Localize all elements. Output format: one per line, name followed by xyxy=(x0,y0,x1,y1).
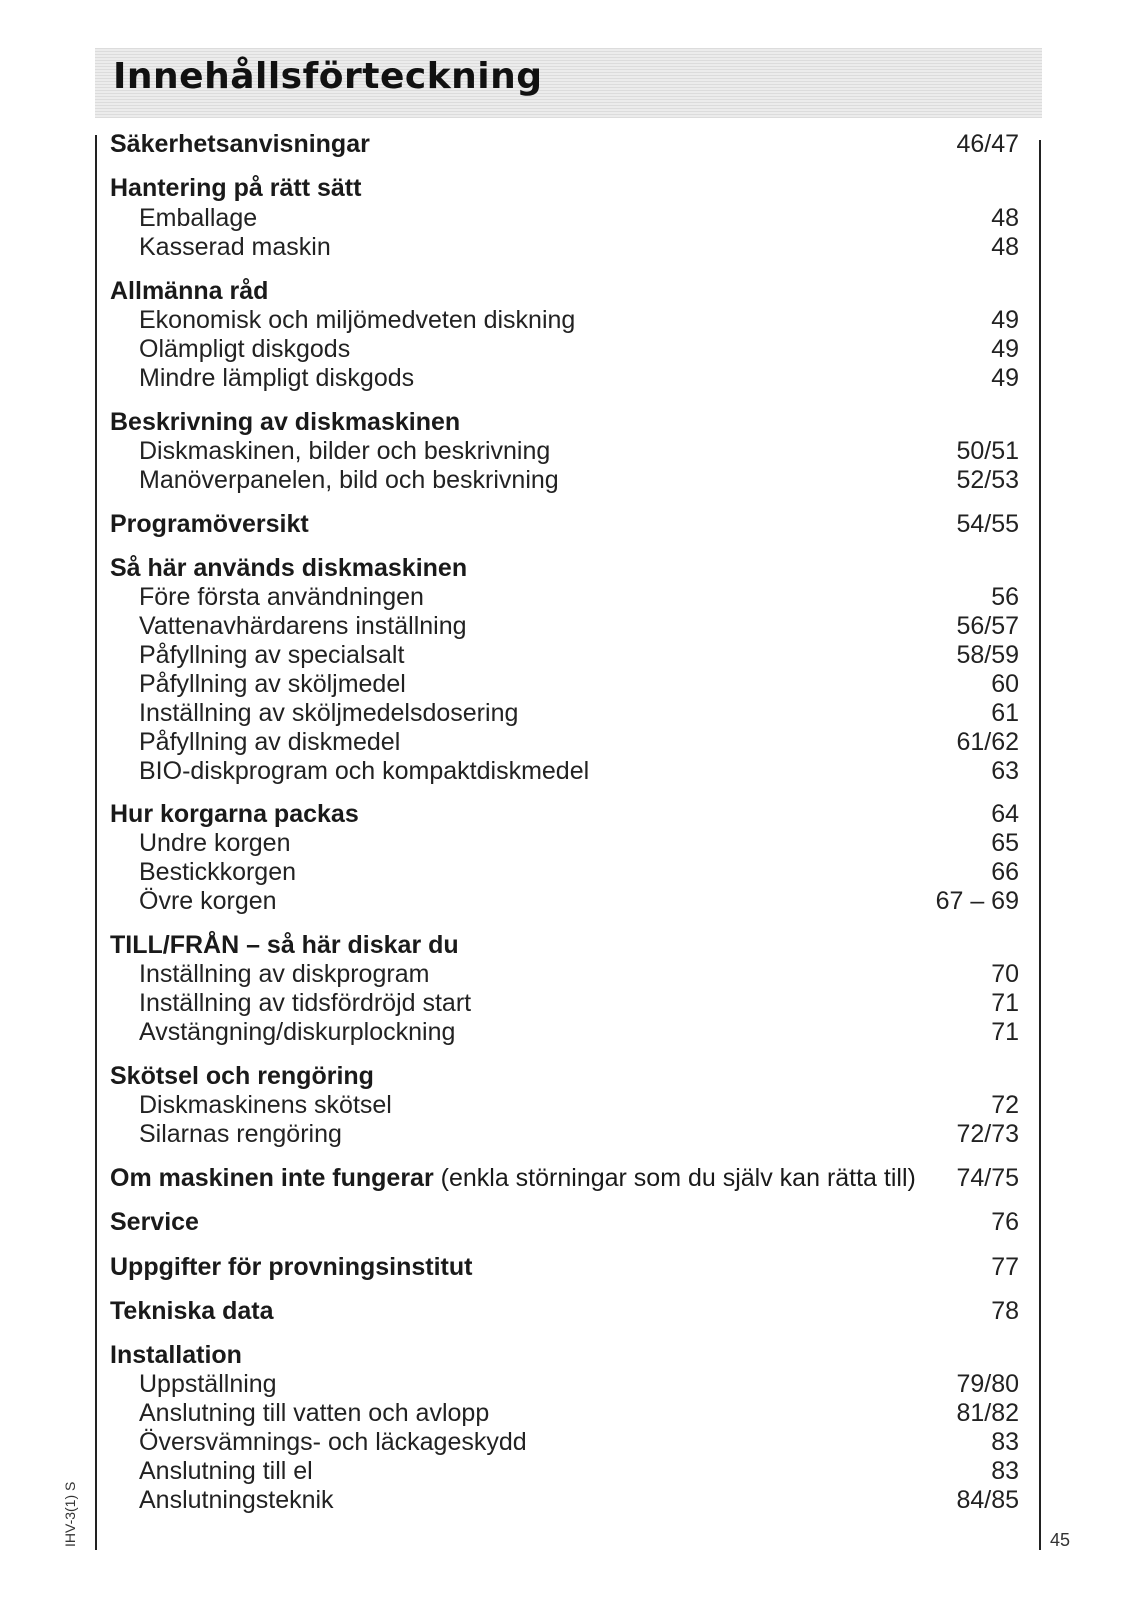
page-title: Innehållsförteckning xyxy=(113,56,543,97)
toc-label xyxy=(139,1455,313,1487)
toc-heading xyxy=(0,275,1133,307)
toc-entry xyxy=(0,304,1133,336)
toc-label xyxy=(139,1118,342,1150)
toc-page-ref: 83 xyxy=(991,1457,1019,1485)
toc-page-ref: 71 xyxy=(991,989,1019,1017)
toc-label xyxy=(139,1397,489,1429)
toc-label-text: Anslutning till el xyxy=(139,1457,313,1485)
toc-label-text: Undre korgen xyxy=(139,829,291,857)
toc-label xyxy=(139,827,290,859)
toc-label xyxy=(139,231,331,263)
toc-heading xyxy=(0,798,1133,830)
toc-entry xyxy=(0,1368,1133,1400)
toc-label xyxy=(139,987,471,1019)
toc-label-text: Installation xyxy=(110,1341,242,1369)
toc-label-text: Anslutningsteknik xyxy=(139,1486,334,1514)
toc-entry xyxy=(0,1089,1133,1121)
toc-label xyxy=(110,552,467,584)
toc-heading xyxy=(0,1060,1133,1092)
toc-label xyxy=(139,202,257,234)
toc-label xyxy=(139,1016,455,1048)
toc-label xyxy=(110,1162,916,1194)
toc-page-ref: 64 xyxy=(991,800,1019,828)
toc-heading xyxy=(0,1339,1133,1371)
page-number: 45 xyxy=(1050,1530,1071,1550)
toc-page-ref: 46/47 xyxy=(956,130,1019,158)
toc-page-ref: 49 xyxy=(991,364,1019,392)
toc-label-text: Anslutning till vatten och avlopp xyxy=(139,1399,490,1427)
toc-entry xyxy=(0,639,1133,671)
toc-heading xyxy=(0,929,1133,961)
toc-entry xyxy=(0,697,1133,729)
toc-label-text: Skötsel och rengöring xyxy=(110,1062,374,1090)
toc-label-text: Olämpligt diskgods xyxy=(139,335,351,363)
toc-label xyxy=(139,464,559,496)
toc-label xyxy=(110,1251,472,1283)
toc-page-ref: 72 xyxy=(991,1091,1019,1119)
toc-label-text: Bestickkorgen xyxy=(139,858,297,886)
toc-label xyxy=(110,275,268,307)
toc-heading xyxy=(0,1295,1133,1327)
toc-page-ref: 50/51 xyxy=(956,437,1019,465)
toc-entry xyxy=(0,1484,1133,1516)
toc-label xyxy=(110,172,361,204)
toc-page-ref: 56 xyxy=(991,583,1019,611)
toc-entry xyxy=(0,827,1133,859)
toc-page-ref: 61/62 xyxy=(956,728,1019,756)
toc-label xyxy=(110,798,359,830)
toc-page-ref: 48 xyxy=(991,233,1019,261)
toc-page-ref: 66 xyxy=(991,858,1019,886)
toc-label-text: Påfyllning av sköljmedel xyxy=(139,670,406,698)
toc-label xyxy=(139,1089,392,1121)
toc-label xyxy=(139,885,277,917)
toc-entry xyxy=(0,1118,1133,1150)
toc-page-ref: 63 xyxy=(991,757,1019,785)
toc-label-text: Avstängning/diskurplockning xyxy=(139,1018,456,1046)
toc-label xyxy=(139,668,406,700)
toc-label-text: Säkerhetsanvisningar xyxy=(110,130,370,158)
toc-label-note: (enkla störningar som du själv kan rätta till) xyxy=(433,1164,916,1192)
toc-label-text: Före första användningen xyxy=(139,583,424,611)
toc-label xyxy=(139,610,467,642)
toc-label-text: Diskmaskinen, bilder och beskrivning xyxy=(139,437,551,465)
toc-entry xyxy=(0,1397,1133,1429)
toc-label xyxy=(139,958,429,990)
toc-label-text: Emballage xyxy=(139,204,258,232)
toc-page-ref: 79/80 xyxy=(956,1370,1019,1398)
toc-label-text: Programöversikt xyxy=(110,510,309,538)
toc-page-ref: 56/57 xyxy=(956,612,1019,640)
toc-label-text: Vattenavhärdarens inställning xyxy=(139,612,467,640)
toc-label-text: Ekonomisk och miljömedveten diskning xyxy=(139,306,576,334)
toc-label xyxy=(110,1339,242,1371)
toc-label-text: Översvämnings- och läckageskydd xyxy=(139,1428,527,1456)
toc-page-ref: 54/55 xyxy=(956,510,1019,538)
toc-label xyxy=(110,929,459,961)
toc-label-text: Mindre lämpligt diskgods xyxy=(139,364,415,392)
toc-page-ref: 61 xyxy=(991,699,1019,727)
toc-label-text: Kasserad maskin xyxy=(139,233,331,261)
toc-page-ref: 77 xyxy=(991,1253,1019,1281)
toc-entry xyxy=(0,333,1133,365)
toc-entry xyxy=(0,668,1133,700)
toc-label-text: Inställning av diskprogram xyxy=(139,960,430,988)
toc-entry xyxy=(0,856,1133,888)
toc-entry xyxy=(0,987,1133,1019)
toc-label-text: Manöverpanelen, bild och beskrivning xyxy=(139,466,559,494)
toc-entry xyxy=(0,885,1133,917)
toc-page-ref: 52/53 xyxy=(956,466,1019,494)
toc-page-ref: 78 xyxy=(991,1297,1019,1325)
toc-page-ref: 74/75 xyxy=(956,1164,1019,1192)
toc-label xyxy=(139,362,414,394)
toc-label-text: Påfyllning av specialsalt xyxy=(139,641,405,669)
toc-label-text: Diskmaskinens skötsel xyxy=(139,1091,392,1119)
toc-page-ref: 48 xyxy=(991,204,1019,232)
toc-label-text: Beskrivning av diskmaskinen xyxy=(110,408,461,436)
toc-entry xyxy=(0,1455,1133,1487)
toc-page-ref: 60 xyxy=(991,670,1019,698)
toc-label-text: Service xyxy=(110,1208,199,1236)
toc-page-ref: 76 xyxy=(991,1208,1019,1236)
toc-heading xyxy=(0,508,1133,540)
toc-label-text: Påfyllning av diskmedel xyxy=(139,728,401,756)
toc-label-text: Uppställning xyxy=(139,1370,277,1398)
toc-heading xyxy=(0,128,1133,160)
toc-page-ref: 72/73 xyxy=(956,1120,1019,1148)
toc-label xyxy=(139,333,350,365)
toc-heading xyxy=(0,552,1133,584)
toc-page-ref: 84/85 xyxy=(956,1486,1019,1514)
toc-heading xyxy=(0,1162,1133,1194)
toc-label xyxy=(139,755,589,787)
toc-label xyxy=(139,697,518,729)
toc-heading xyxy=(0,172,1133,204)
toc-entry xyxy=(0,202,1133,234)
toc-label-text: Hantering på rätt sätt xyxy=(110,174,362,202)
toc-label xyxy=(139,1484,334,1516)
toc-label-text: Tekniska data xyxy=(110,1297,274,1325)
toc-page-ref: 81/82 xyxy=(956,1399,1019,1427)
toc-entry xyxy=(0,958,1133,990)
toc-page-ref: 71 xyxy=(991,1018,1019,1046)
toc-label xyxy=(139,639,404,671)
toc-label xyxy=(139,581,424,613)
toc-label-text: Om maskinen inte fungerar xyxy=(110,1164,434,1192)
toc-label xyxy=(110,1295,274,1327)
toc-heading xyxy=(0,406,1133,438)
toc-label xyxy=(139,856,296,888)
toc-page-ref: 58/59 xyxy=(956,641,1019,669)
toc-label-text: BIO-diskprogram och kompaktdiskmedel xyxy=(139,757,590,785)
toc-entry xyxy=(0,581,1133,613)
toc-label-text: Övre korgen xyxy=(139,887,277,915)
toc-label-text: TILL/FRÅN – så här diskar du xyxy=(110,931,459,959)
toc-label-text: Inställning av tidsfördröjd start xyxy=(139,989,472,1017)
toc-label xyxy=(110,1060,374,1092)
toc-page-ref: 83 xyxy=(991,1428,1019,1456)
toc-entry xyxy=(0,231,1133,263)
toc-entry xyxy=(0,726,1133,758)
toc-label-text: Inställning av sköljmedelsdosering xyxy=(139,699,519,727)
toc-entry xyxy=(0,610,1133,642)
toc-page-ref: 49 xyxy=(991,306,1019,334)
toc-entry xyxy=(0,1016,1133,1048)
toc-label-text: Silarnas rengöring xyxy=(139,1120,342,1148)
document-code: IHV-3(1) S xyxy=(62,1481,78,1547)
toc-entry xyxy=(0,755,1133,787)
toc-label-text: Uppgifter för provningsinstitut xyxy=(110,1253,473,1281)
toc-entry xyxy=(0,362,1133,394)
toc-page-ref: 49 xyxy=(991,335,1019,363)
toc-label xyxy=(110,508,309,540)
toc-label xyxy=(139,726,400,758)
toc-page-ref: 70 xyxy=(991,960,1019,988)
toc-label xyxy=(110,1206,199,1238)
toc-entry xyxy=(0,464,1133,496)
toc-label-text: Allmänna råd xyxy=(110,277,269,305)
toc-label-text: Så här används diskmaskinen xyxy=(110,554,468,582)
toc-page-ref: 65 xyxy=(991,829,1019,857)
toc-label-text: Hur korgarna packas xyxy=(110,800,359,828)
toc-page-ref: 67 – 69 xyxy=(935,887,1019,915)
toc-label xyxy=(139,1426,527,1458)
toc-label xyxy=(139,435,550,467)
toc-label xyxy=(110,128,370,160)
toc-heading xyxy=(0,1251,1133,1283)
toc-label xyxy=(110,406,460,438)
toc-entry xyxy=(0,1426,1133,1458)
toc-entry xyxy=(0,435,1133,467)
toc-heading xyxy=(0,1206,1133,1238)
toc-label xyxy=(139,1368,277,1400)
toc-label xyxy=(139,304,575,336)
